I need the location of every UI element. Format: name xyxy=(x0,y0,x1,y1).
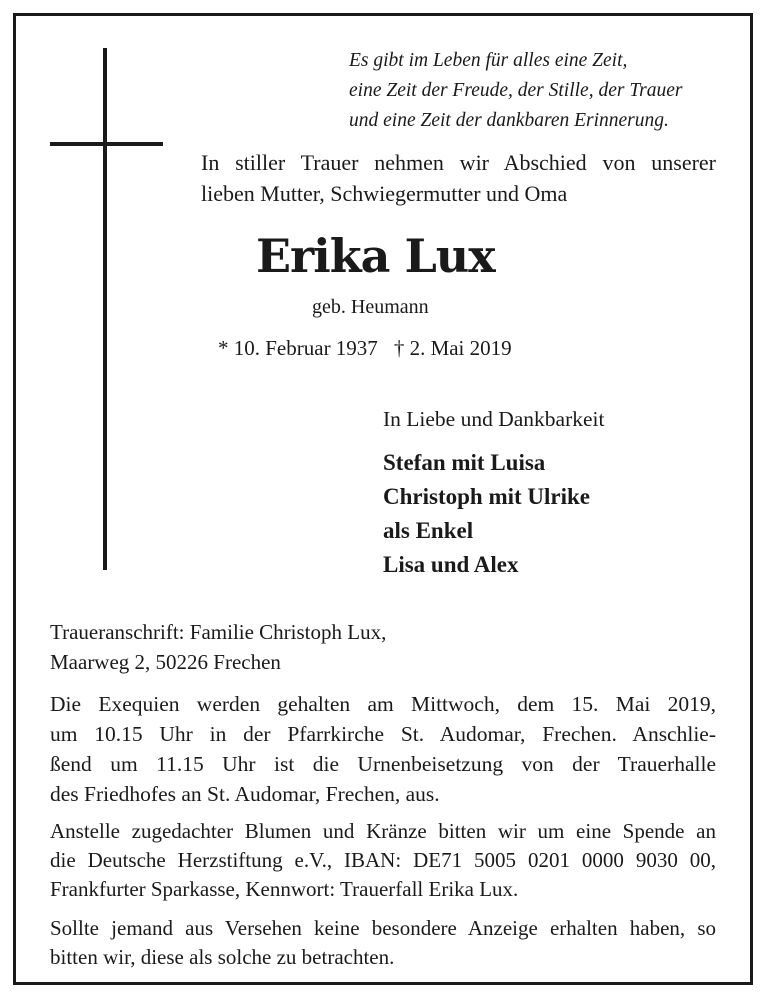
intro-line: In stiller Trauer nehmen wir Abschied von unserer xyxy=(201,150,716,175)
life-dates xyxy=(218,334,512,362)
donation-line: Frankfurter Sparkasse, Kennwort: Trauerfall Erika Lux. xyxy=(50,877,519,901)
address-line: Traueranschrift: Familie Christoph Lux, xyxy=(50,620,387,644)
mourners-list xyxy=(383,446,590,582)
intro-line: lieben Mutter, Schwiegermutter und Oma xyxy=(201,181,568,206)
exequies-info xyxy=(50,689,716,809)
exequies-line: ßend um 11.15 Uhr ist die Urnenbeisetzung von der Trauerhalle xyxy=(50,752,716,776)
quote-line: eine Zeit der Freude, der Stille, der Trauer xyxy=(349,80,683,101)
quote-line: Es gibt im Leben für alles eine Zeit, xyxy=(349,50,628,71)
deceased-name: Erika Lux xyxy=(256,229,495,283)
mourner-line: Lisa und Alex xyxy=(383,552,519,577)
cross-icon xyxy=(103,48,107,570)
cross-icon-bar xyxy=(50,142,163,146)
notice-line: bitten wir, diese als solche zu betrachten. xyxy=(50,945,395,969)
death-date: † 2. Mai 2019 xyxy=(393,336,512,360)
notice-line: Sollte jemand aus Versehen keine besondere Anzeige erhalten haben, so xyxy=(50,916,716,940)
exequies-line: Die Exequien werden gehalten am Mittwoch, dem 15. Mai 2019, xyxy=(50,692,716,716)
donation-line: Anstelle zugedachter Blumen und Kränze bitten wir um eine Spende an xyxy=(50,819,716,843)
mourner-line: Stefan mit Luisa xyxy=(383,450,546,475)
address-line: Maarweg 2, 50226 Frechen xyxy=(50,650,281,674)
mourner-line: Christoph mit Ulrike xyxy=(383,484,590,509)
mourning-address xyxy=(50,617,716,677)
notice-info xyxy=(50,914,716,972)
farewell-intro xyxy=(201,147,716,209)
donation-info xyxy=(50,817,716,904)
birth-date: * 10. Februar 1937 xyxy=(218,336,378,360)
quote-line: und eine Zeit der dankbaren Erinnerung. xyxy=(349,110,669,131)
memorial-quote xyxy=(349,46,729,136)
donation-line: die Deutsche Herzstiftung e.V., IBAN: DE71 5005 0201 0000 9030 00, xyxy=(50,848,716,872)
exequies-line: um 10.15 Uhr in der Pfarrkirche St. Audomar, Frechen. Anschlie- xyxy=(50,722,716,746)
maiden-name: geb. Heumann xyxy=(312,296,429,318)
exequies-line: des Friedhofes an St. Audomar, Frechen, aus. xyxy=(50,782,440,806)
mourner-line: als Enkel xyxy=(383,518,474,543)
mourners-intro: In Liebe und Dankbarkeit xyxy=(383,407,605,431)
